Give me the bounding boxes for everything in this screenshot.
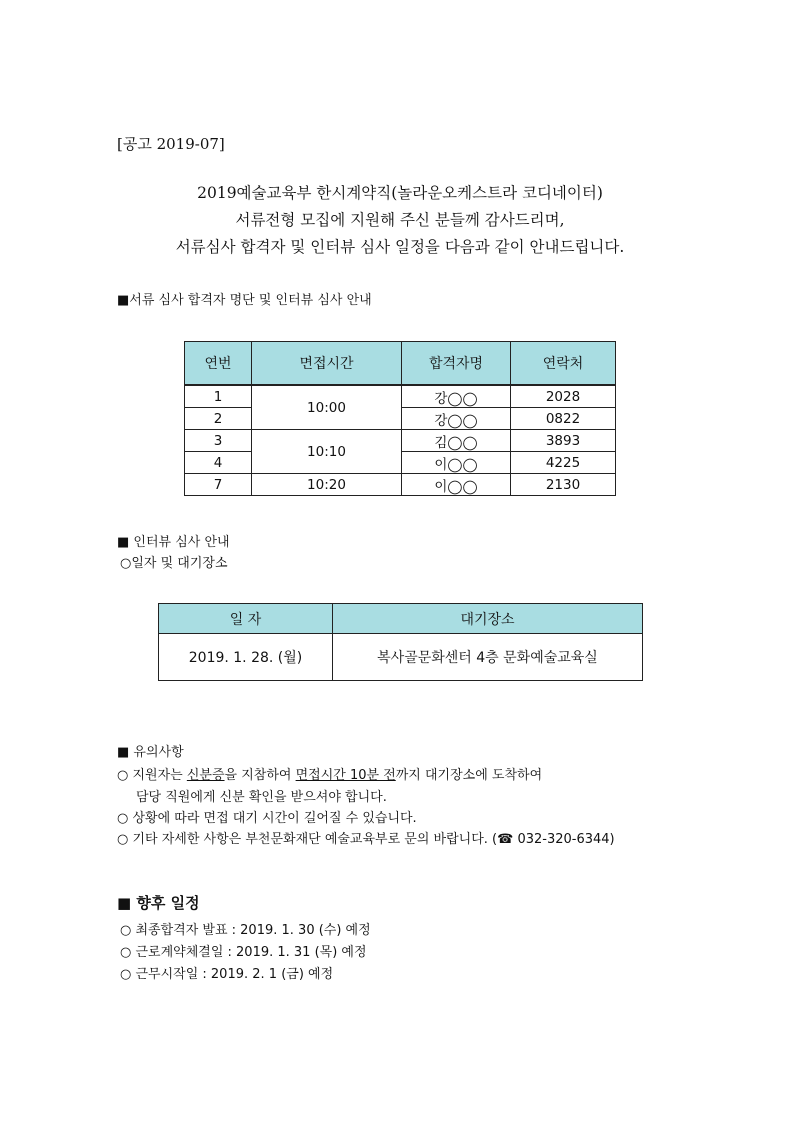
intro-line-1: 2019예술교육부 한시계약직(놀라운오케스트라 코디네이터) [197,184,603,202]
cell-contact: 2130 [511,474,616,496]
note-line-2: 담당 직원에게 신분 확인을 받으셔야 합니다. [136,790,387,805]
cell-no: 7 [185,474,252,496]
cell-time: 10:20 [252,474,402,496]
cell-date: 2019. 1. 28. (월) [159,634,333,681]
section-title-schedule: ■ 향후 일정 [117,894,200,912]
cell-name: 강◯◯ [402,385,511,408]
cell-name: 이◯◯ [402,474,511,496]
section-subtitle-date-place: ○일자 및 대기장소 [120,556,228,571]
cell-contact: 2028 [511,385,616,408]
table-header-row [159,604,643,634]
cell-contact: 3893 [511,430,616,452]
note-text: ○ 지원자는 [117,768,187,783]
intro-line-2: 서류전형 모집에 지원해 주신 분들께 감사드리며, [235,211,565,229]
note-line-1 [117,764,542,783]
notice-number: [공고 2019-07] [117,135,225,153]
note-line-3: ○ 상황에 따라 면접 대기 시간이 길어질 수 있습니다. [117,811,417,826]
header-name: 합격자명 [402,342,511,386]
cell-no: 4 [185,452,252,474]
cell-time: 10:10 [252,430,402,474]
table-row [159,634,643,681]
note-line-4: ○ 기타 자세한 사항은 부천문화재단 예술교육부로 문의 바랍니다. (☎ 032-320-6344) [117,832,615,847]
section-title-results: ■서류 심사 합격자 명단 및 인터뷰 심사 안내 [117,293,372,308]
cell-contact: 0822 [511,408,616,430]
table-row [185,474,616,496]
cell-name: 이◯◯ [402,452,511,474]
header-no: 연번 [185,342,252,386]
header-time: 면접시간 [252,342,402,386]
note-text: 까지 대기장소에 도착하여 [395,768,543,783]
header-contact: 연락처 [511,342,616,386]
cell-no: 2 [185,408,252,430]
header-place: 대기장소 [333,604,643,634]
schedule-item: ○ 근무시작일 : 2019. 2. 1 (금) 예정 [120,967,334,982]
cell-name: 강◯◯ [402,408,511,430]
section-title-notes: ■ 유의사항 [117,745,184,760]
schedule-table [158,603,643,681]
cell-place: 복사골문화센터 4층 문화예술교육실 [333,634,643,681]
cell-no: 3 [185,430,252,452]
schedule-item: ○ 최종합격자 발표 : 2019. 1. 30 (수) 예정 [120,923,371,938]
note-underlined-id: 신분증 [186,768,225,783]
header-date: 일 자 [159,604,333,634]
cell-contact: 4225 [511,452,616,474]
table-row [185,430,616,452]
note-underlined-time: 면접시간 10분 전 [295,768,396,783]
section-title-interview: ■ 인터뷰 심사 안내 [117,535,230,550]
schedule-item: ○ 근로계약체결일 : 2019. 1. 31 (목) 예정 [120,945,367,960]
cell-time: 10:00 [252,385,402,430]
table-header-row [185,342,616,386]
intro-line-3: 서류심사 합격자 및 인터뷰 심사 일정을 다음과 같이 안내드립니다. [175,238,625,256]
cell-name: 김◯◯ [402,430,511,452]
passer-table [184,341,616,496]
cell-no: 1 [185,385,252,408]
table-row [185,385,616,408]
note-text: 을 지참하여 [224,768,296,783]
